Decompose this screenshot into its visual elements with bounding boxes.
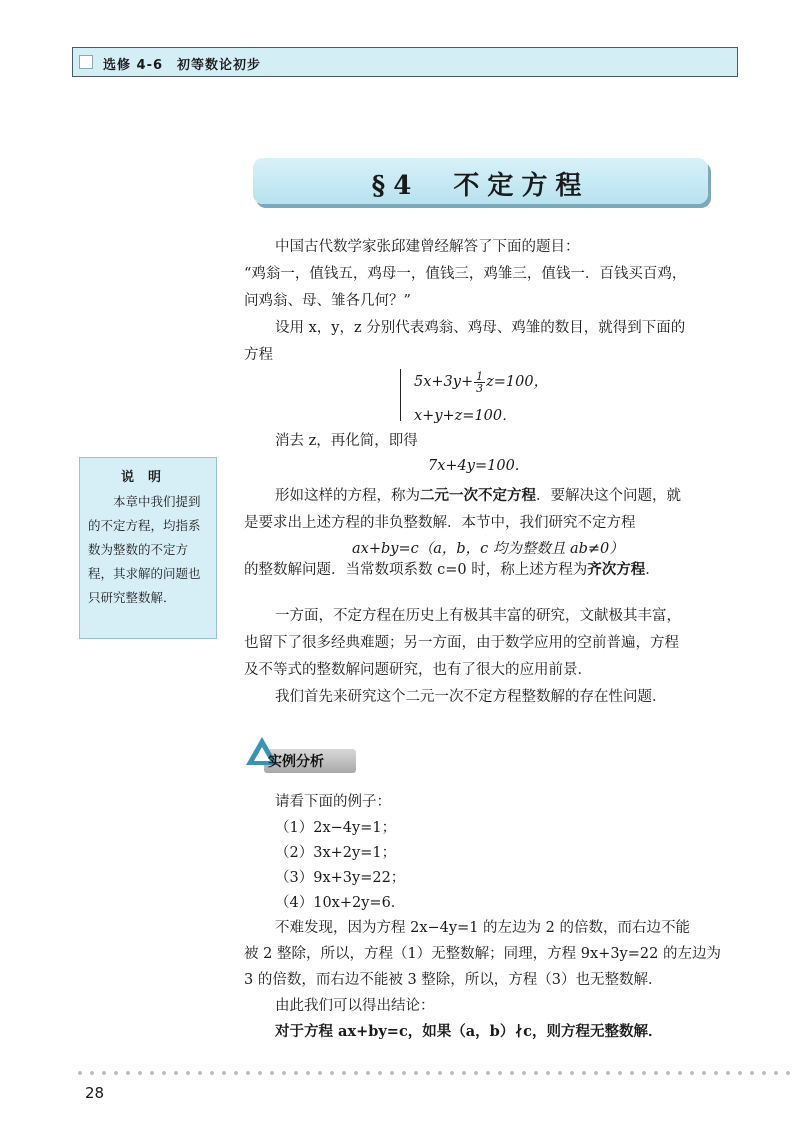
note-heading: 说明: [120, 470, 175, 485]
intro-line-3: 问鸡翁、母、雏各几何？”: [244, 293, 411, 309]
footer-dotted-rule: [74, 1070, 794, 1076]
history-line-2: 也留下了很多经典难题；另一方面，由于数学应用的空前普遍，方程: [244, 635, 679, 651]
term-homogeneous: 齐次方程: [587, 561, 646, 578]
header-square-icon: [79, 55, 93, 69]
fraction-one-third: [474, 371, 485, 394]
analysis-line-1: 不难发现，因为方程 2x−4y=1 的左边为 2 的倍数，而右边不能: [275, 920, 691, 936]
example-analysis-label: [246, 737, 358, 775]
example-2: （2）3x+2y=1；: [275, 845, 397, 861]
eq1-right: z=100，: [486, 374, 549, 390]
analysis-line-3: 3 的倍数，而右边不能被 3 整除，所以，方程（3）也无整数解．: [244, 972, 663, 988]
def-l1-c: ．要解决这个问题，就: [536, 488, 681, 504]
frac-numerator: 1: [476, 369, 484, 383]
history-line-1: 一方面，不定方程在历史上有极其丰富的研究，文献极其丰富，: [275, 608, 681, 624]
eliminate-text: 消去 z，再化简，即得: [275, 433, 418, 449]
term-linear-indeterminate: 二元一次不定方程: [420, 487, 536, 504]
general-equation: ax+by=c（a，b，c 均为整数且 ab≠0）: [352, 541, 624, 557]
section-title: §4 不定方程: [371, 171, 590, 201]
side-note-box: [79, 457, 217, 639]
conclusion: 对于方程 ax+by=c，如果（a，b）∤c，则方程无整数解．: [275, 1023, 663, 1040]
history-line-4: 我们首先来研究这个二元一次不定方程整数解的存在性问题．: [275, 689, 667, 705]
section-title-banner: [253, 158, 708, 204]
system-equation-2: x+y+z=100．: [414, 408, 517, 424]
intro-line-5: 方程: [244, 347, 273, 363]
eq1-left: 5x+3y+: [414, 374, 474, 390]
page-number: 28: [85, 1084, 105, 1102]
intro-line-4: 设用 x，y，z 分别代表鸡翁、鸡母、鸡雏的数目，就得到下面的: [275, 320, 686, 336]
analysis-line-2: 被 2 整除，所以，方程（1）无整数解；同理，方程 9x+3y=22 的左边为: [244, 946, 721, 962]
reduced-equation: 7x+4y=100.: [428, 458, 520, 474]
def-l4-a: 的整数解问题．当常数项系数 c=0 时，称上述方程为: [244, 562, 588, 578]
example-label-text: 实例分析: [268, 754, 324, 770]
examples-intro: 请看下面的例子：: [275, 794, 391, 810]
history-line-3: 及不等式的整数解问题研究，也有了很大的应用前景．: [244, 662, 592, 678]
intro-line-1: 中国古代数学家张邱建曾经解答了下面的题目：: [275, 239, 580, 255]
frac-denominator: 3: [476, 381, 484, 395]
equation-system-brace: [400, 369, 409, 421]
analysis-line-4: 由此我们可以得出结论：: [275, 998, 435, 1014]
definition-line-2: 是要求出上述方程的非负整数解．本节中，我们研究不定方程: [244, 515, 636, 531]
example-1: （1）2x−4y=1；: [275, 820, 397, 836]
def-l1-a: 形如这样的方程，称为: [275, 488, 420, 504]
example-3: （3）9x+3y=22；: [275, 870, 406, 886]
header-text: 选修 4-6 初等数论初步: [103, 58, 262, 73]
system-equation-1: [414, 370, 548, 394]
definition-line-1: [275, 486, 681, 506]
definition-line-4: [244, 560, 660, 580]
intro-line-2: “鸡翁一，值钱五，鸡母一，值钱三，鸡雏三，值钱一．百钱买百鸡，: [244, 266, 687, 282]
chapter-header: [72, 47, 738, 77]
example-4: （4）10x+2y=6．: [275, 895, 406, 911]
def-l4-c: ．: [645, 562, 660, 578]
note-body: 本章中我们提到的不定方程，均指系数为整数的不定方程，其求解的问题也只研究整数解．: [88, 494, 201, 605]
